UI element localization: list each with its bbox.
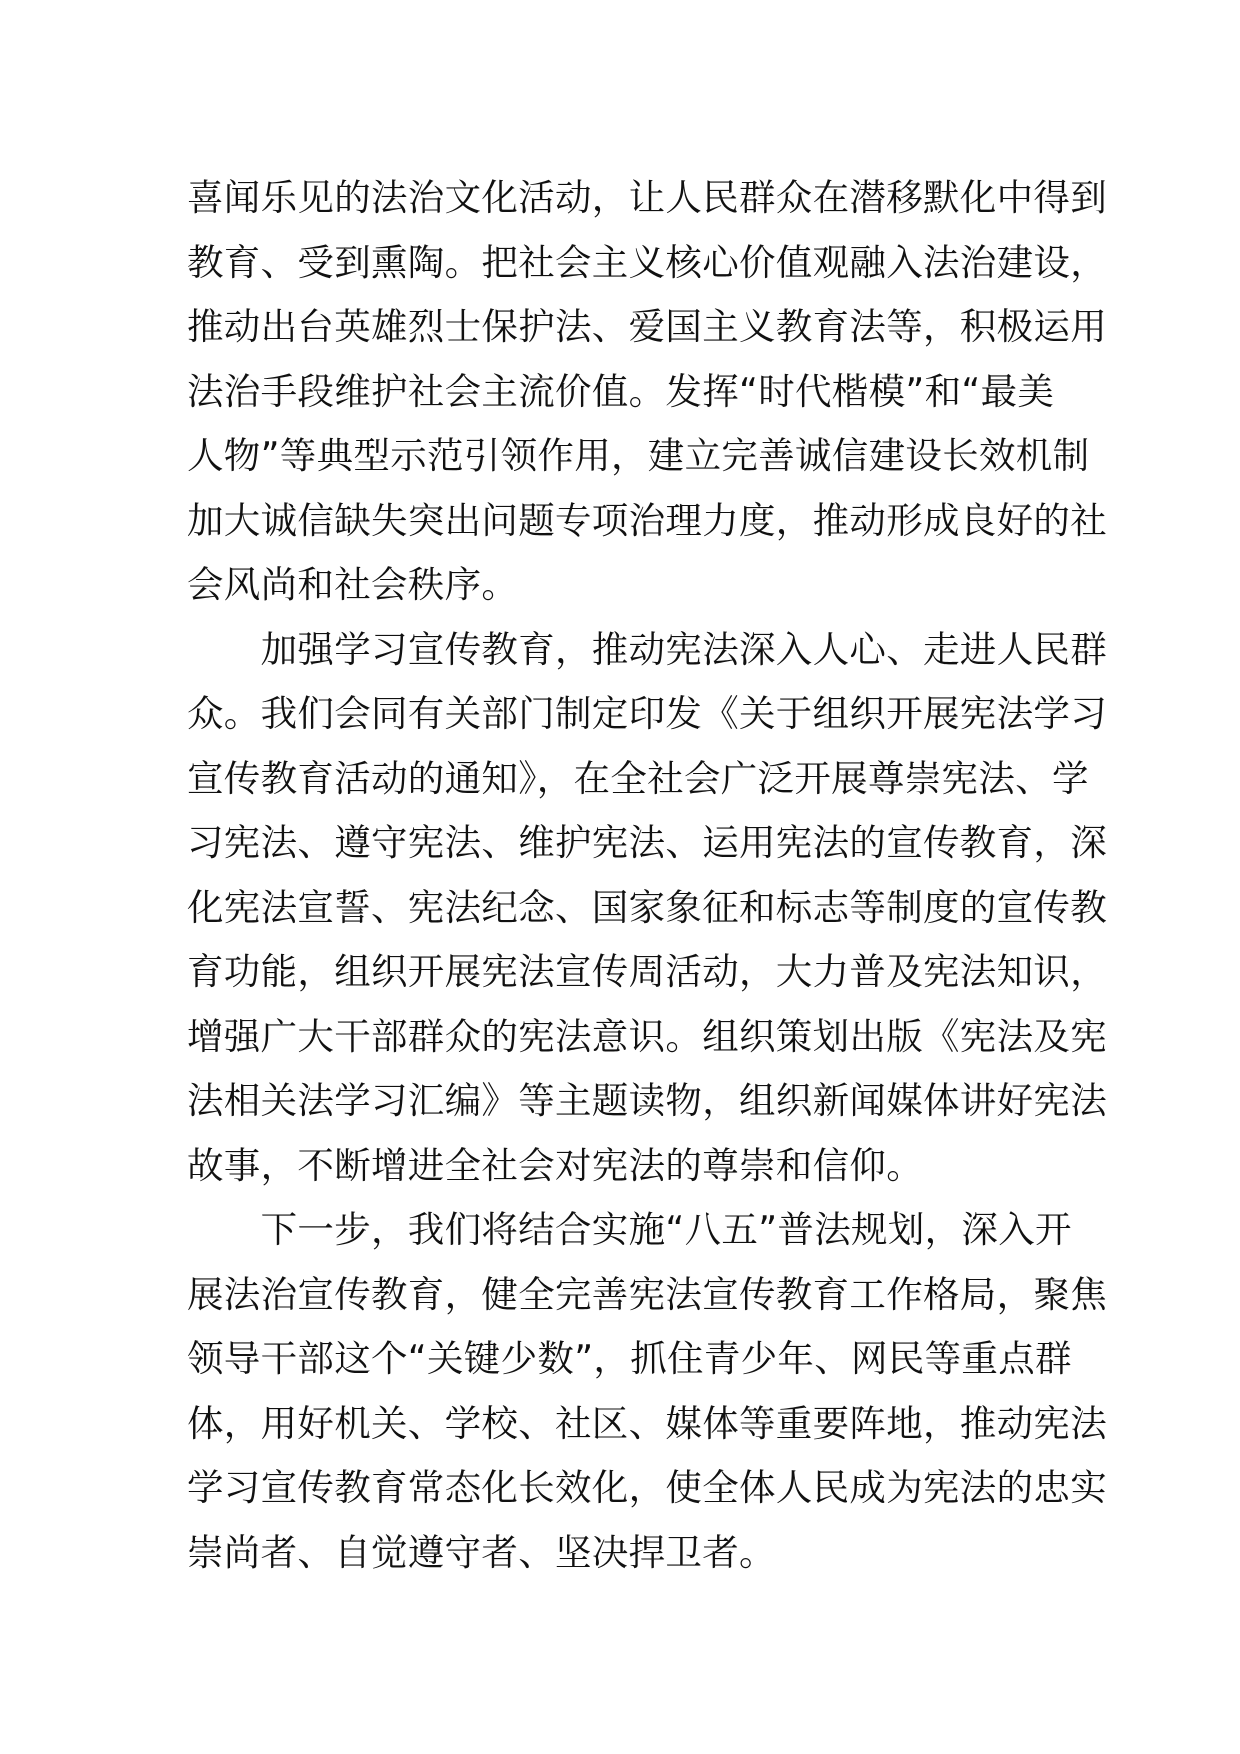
text-line: 众。我们会同有关部门制定印发《关于组织开展宪法学习 — [187, 692, 1107, 735]
text-line: 加强学习宣传教育，推动宪法深入人心、走进人民群 — [187, 627, 1107, 671]
text-line: 推动出台英雄烈士保护法、爱国主义教育法等，积极运用 — [187, 305, 1107, 348]
text-line: 育功能，组织开展宪法宣传周活动，大力普及宪法知识， — [187, 950, 1107, 993]
text-line: 体，用好机关、学校、社区、媒体等重要阵地，推动宪法 — [187, 1401, 1107, 1445]
text-line: 学习宣传教育常态化长效化，使全体人民成为宪法的忠实 — [187, 1466, 1107, 1509]
text-line: 加大诚信缺失突出问题专项治理力度，推动形成良好的社 — [187, 498, 1107, 542]
text-line: 会风尚和社会秩序。 — [187, 563, 519, 606]
text-line: 宣传教育活动的通知》，在全社会广泛开展尊崇宪法、学 — [187, 756, 1089, 800]
text-line: 法相关法学习汇编》等主题读物，组织新闻媒体讲好宪法 — [187, 1079, 1107, 1122]
text-line: 崇尚者、自觉遵守者、坚决捍卫者。 — [187, 1530, 776, 1574]
text-line: 故事，不断增进全社会对宪法的尊崇和信仰。 — [187, 1143, 923, 1187]
paragraph-2 — [187, 618, 1107, 1199]
text-line: 教育、受到熏陶。把社会主义核心价值观融入法治建设， — [187, 240, 1107, 284]
text-line: 人物”等典型示范引领作用，建立完善诚信建设长效机制 — [187, 434, 1090, 477]
paragraph-3 — [187, 1198, 1107, 1585]
text-line: 喜闻乐见的法治文化活动，让人民群众在潜移默化中得到 — [187, 176, 1107, 219]
text-line: 展法治宣传教育，健全完善宪法宣传教育工作格局，聚焦 — [187, 1272, 1107, 1316]
text-line: 增强广大干部群众的宪法意识。组织策划出版《宪法及宪 — [187, 1014, 1107, 1058]
text-line: 习宪法、遵守宪法、维护宪法、运用宪法的宣传教育，深 — [187, 821, 1107, 864]
document-body — [187, 166, 1107, 1585]
text-line: 化宪法宣誓、宪法纪念、国家象征和标志等制度的宣传教 — [187, 885, 1107, 929]
text-line: 法治手段维护社会主流价值。发挥“时代楷模”和“最美 — [187, 369, 1055, 413]
paragraph-1 — [187, 166, 1107, 618]
text-line: 领导干部这个“关键少数”，抓住青少年、网民等重点群 — [187, 1337, 1072, 1380]
text-line: 下一步，我们将结合实施“八五”普法规划，深入开 — [187, 1208, 1072, 1251]
